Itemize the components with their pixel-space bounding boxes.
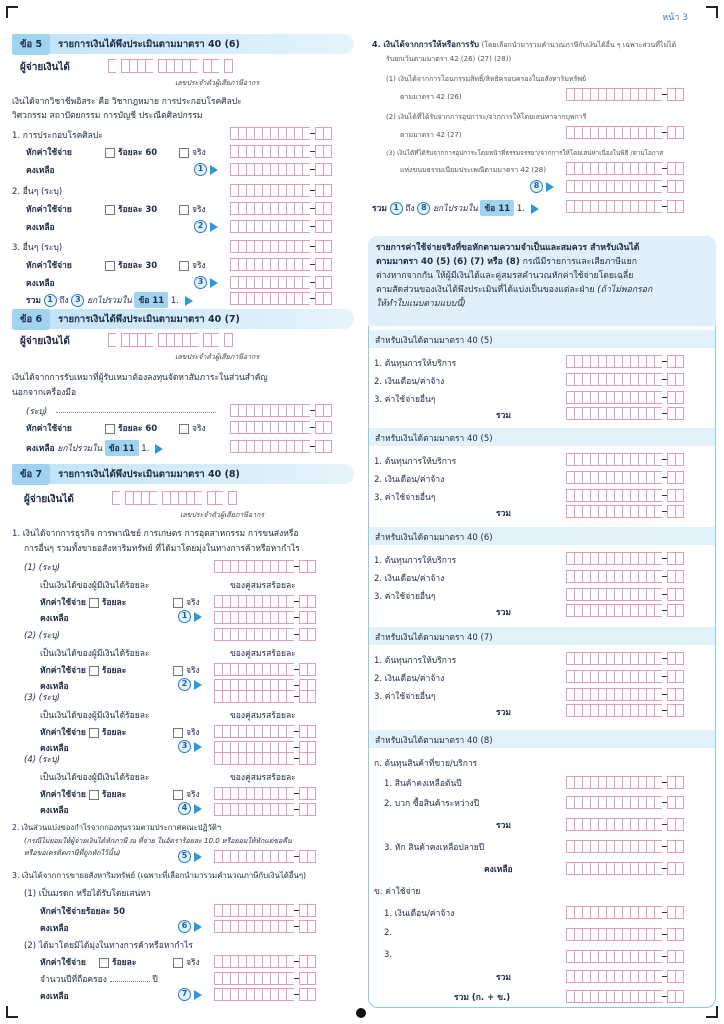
amount-field[interactable]: [566, 776, 683, 789]
amount-field[interactable]: [214, 752, 315, 765]
checkbox[interactable]: [173, 728, 183, 738]
corner-mark: [6, 6, 18, 18]
g8-label: 3.: [384, 950, 393, 960]
amount-field[interactable]: [214, 560, 315, 573]
arrow-icon: [531, 204, 539, 214]
amount-field[interactable]: [214, 920, 315, 933]
amount-field[interactable]: [230, 240, 331, 253]
deduct-line: หักค่าใช้จ่าย ร้อยละ: [40, 666, 127, 676]
group-total-label: รวม: [496, 411, 511, 421]
section-number: ข้อ 7: [12, 464, 50, 485]
checkbox[interactable]: [89, 728, 99, 738]
share-line: เป็นเงินได้ของผู้มีเงินได้ร้อยละ: [40, 711, 150, 721]
amount-field[interactable]: [566, 970, 683, 983]
amount-field[interactable]: [214, 611, 315, 624]
g8-label: 2.: [384, 928, 393, 938]
remain-label: คงเหลือ: [26, 279, 55, 289]
amount-field[interactable]: [566, 471, 683, 484]
note-line: (กรณีไม่ยอมให้ผู้จ่ายเงินได้หักภาษี ณ ที่จ่าย ในอัตราร้อยละ 10.0 หรือยอมให้หักแต่ขอคืน: [24, 837, 292, 845]
amount-field[interactable]: [566, 670, 683, 683]
remain-label: คงเหลือ: [40, 682, 69, 692]
expense-item-label: 1. ต้นทุนการให้บริการ: [374, 556, 457, 566]
deduct-line: หักค่าใช้จ่าย ร้อยละ: [40, 598, 127, 608]
actual-option[interactable]: จริง: [170, 725, 200, 739]
payer-label: ผู้จ่ายเงินได้: [20, 336, 70, 347]
checkbox[interactable]: [89, 790, 99, 800]
amount-field[interactable]: [214, 850, 315, 863]
remain-label: คงเหลือ: [40, 924, 69, 934]
checkbox[interactable]: [179, 205, 189, 215]
expense-item-label: 3. ค่าใช้จ่ายอื่นๆ: [374, 692, 436, 702]
actual-option[interactable]: จริง: [170, 663, 200, 677]
expense-item-label: 1. ต้นทุนการให้บริการ: [374, 359, 457, 369]
checkbox[interactable]: [105, 205, 115, 215]
checkbox[interactable]: [89, 598, 99, 608]
deduct-label: หักค่าใช้จ่าย: [40, 958, 86, 968]
section-6-header: [12, 309, 354, 329]
circle-number: 6: [178, 920, 191, 933]
tax-id-field[interactable]: [108, 59, 232, 73]
amount-field[interactable]: [566, 796, 683, 809]
total-line: รวม 1 ถึง 8 ยกไปรวมใน ข้อ 11 1.: [372, 200, 539, 216]
desc-line: เงินได้จากการรับเหมาที่ผู้รับเหมาต้องลงทุนจัดหาสัมภาระในส่วนสำคัญ: [12, 373, 268, 383]
corner-mark: [6, 1006, 18, 1018]
g8-label: ก. ต้นทุนสินค้าที่ขาย/บริการ: [374, 759, 478, 769]
sub-item-label: (2) (ระบุ): [24, 631, 60, 641]
item4-title: 4. เงินได้จากการให้หรือการรับ (โดยเลือกนำมารวมคำนวณภาษีกับเงินได้อื่น ๆ เฉพาะส่วนที่ไม่ได้: [372, 40, 677, 49]
tax-id-label: เลขประจำตัวผู้เสียภาษีอากร: [180, 511, 265, 519]
years-held: จำนวนปีที่ถือครอง ปี: [40, 975, 158, 985]
deduct-label: หักค่าใช้จ่าย: [26, 261, 72, 271]
corner-mark: [706, 6, 718, 18]
sub-item-label: (1) (ระบุ): [24, 563, 60, 573]
amount-field[interactable]: [230, 184, 331, 197]
expense-panel-header: รายการค่าใช้จ่ายจริงที่ขอหักตามความจำเป็นและสมควร สำหรับเงินได้ ตามมาตรา 40 (5) (6) (7) หรือ (8) กรณีมีรายการและเสียภาษีแยก ต่างหากจากกัน ให้ผู้มีเงินได้และคู่สมรสคำนวณหักค่าใช้จ่ายโดยเฉลี่ย ตามสัดส่วนของเงินได้พึงประเมินที่ได้แบ่งเป็นของแต่ละฝ่าย (ถ้าไม่พอกรอก ให้ทำใบแนบตามแบบนี้): [368, 236, 716, 326]
page-number: หน้า 3: [662, 13, 688, 23]
deduct-line: หักค่าใช้จ่าย ร้อยละ: [40, 728, 127, 738]
group-title-bar: สำหรับเงินได้ตามมาตรา 40 (6): [369, 527, 715, 545]
amount-field[interactable]: [230, 258, 331, 271]
arrow-icon: [194, 922, 202, 932]
amount-field[interactable]: [566, 355, 683, 368]
circle-number: 8: [530, 180, 543, 193]
sub-item-label: (4) (ระบุ): [24, 755, 60, 765]
amount-field[interactable]: [566, 180, 683, 193]
pct-option[interactable]: ร้อยละ 60: [102, 145, 157, 159]
group-title-bar: สำหรับเงินได้ตามมาตรา 40 (5): [369, 330, 715, 348]
amount-field[interactable]: [214, 955, 315, 968]
share-line: เป็นเงินได้ของผู้มีเงินได้ร้อยละ: [40, 581, 150, 591]
circle-number: 7: [178, 988, 191, 1001]
item4-row-label: (2) เงินได้ที่ได้รับจากการอุปการะ/จากการให้โดยเสน่หาจากบุพการี: [386, 113, 587, 121]
circle-arrow: [178, 988, 202, 1001]
arrow-icon: [210, 278, 218, 288]
arrow-icon: [194, 804, 202, 814]
item4-row-label: (1) เงินได้จากการโอนกรรมสิทธิ์/สิทธิครอบครองในอสังหาริมทรัพย์: [386, 75, 587, 83]
payer-label: ผู้จ่ายเงินได้: [24, 494, 74, 505]
actual-option[interactable]: จริง: [170, 955, 200, 969]
item-label: 2. เงินส่วนแบ่งของกำไรจากกองทุนรวมตามประกาศคณะปฏิวัติฯ: [12, 823, 222, 832]
g8-label: 1. เงินเดือน/ค่าจ้าง: [384, 909, 455, 919]
amount-field[interactable]: [566, 906, 683, 919]
remain-label: คงเหลือ: [26, 223, 55, 233]
amount-field[interactable]: [214, 690, 315, 703]
amount-field[interactable]: [230, 404, 331, 417]
item4-subtitle: รับยกเว้นตามมาตรา 42 (26) (27) (28)): [386, 55, 512, 63]
section-7-header: [12, 464, 354, 484]
circle-arrow: [178, 850, 202, 863]
amount-field[interactable]: [566, 928, 683, 941]
remain-label: คงเหลือ: [26, 166, 55, 176]
amount-field[interactable]: [566, 818, 683, 831]
amount-field[interactable]: [214, 663, 315, 676]
total-line: รวม 1 ถึง 3 ยกไปรวมใน ข้อ 11 1.: [26, 292, 193, 308]
note-line: หรือขอเครดิตภาษีที่ถูกหักไว้นั้น): [24, 849, 121, 857]
checkbox[interactable]: [89, 666, 99, 676]
amount-field[interactable]: [566, 162, 683, 175]
g8-label: 1. สินค้าคงเหลือต้นปี: [384, 779, 462, 789]
expense-item-label: 3. ค่าใช้จ่ายอื่นๆ: [374, 395, 436, 405]
checkbox[interactable]: [173, 790, 183, 800]
expense-item-label: 3. ค่าใช้จ่ายอื่นๆ: [374, 592, 436, 602]
sub-item: (1) เป็นมรดก หรือได้รับโดยเสน่หา: [24, 889, 151, 899]
spouse-share: ของคู่สมรสร้อยละ: [230, 581, 296, 591]
expense-item-label: 2. เงินเดือน/ค่าจ้าง: [374, 377, 445, 387]
deduct-line: หักค่าใช้จ่าย ร้อยละ: [40, 790, 127, 800]
remain-label: คงเหลือ: [40, 806, 69, 816]
amount-field[interactable]: [566, 862, 683, 875]
desc-line: 1. เงินได้จากการธุรกิจ การพาณิชย์ การเกษตร การอุตสาหกรรม การขนส่งหรือ: [12, 529, 299, 539]
item4-row-label: ตามมาตรา 42 (26): [400, 93, 462, 101]
amount-field[interactable]: [214, 595, 315, 608]
checkbox[interactable]: [105, 424, 115, 434]
deduct-label: หักค่าใช้จ่าย: [26, 424, 72, 434]
arrow-icon: [194, 612, 202, 622]
g8-label: รวม (ก. + ข.): [454, 993, 511, 1003]
tax-id-label: เลขประจำตัวผู้เสียภาษีอากร: [175, 353, 260, 361]
deduct-label: หักค่าใช้จ่าย: [26, 205, 72, 215]
amount-field[interactable]: [566, 88, 683, 101]
amount-field[interactable]: [230, 127, 331, 140]
amount-field[interactable]: [566, 489, 683, 502]
amount-field[interactable]: [566, 588, 683, 601]
group-total-label: รวม: [496, 608, 511, 618]
section-number: ข้อ 6: [12, 309, 50, 330]
amount-field[interactable]: [214, 803, 315, 816]
arrow-icon: [210, 165, 218, 175]
amount-field[interactable]: [230, 421, 331, 434]
circle-number: 1: [178, 610, 191, 623]
amount-field[interactable]: [566, 652, 683, 665]
amount-field[interactable]: [214, 787, 315, 800]
circle-arrow: [178, 920, 202, 933]
amount-field[interactable]: [230, 276, 331, 289]
amount-field[interactable]: [566, 391, 683, 404]
deduct-label: หักค่าใช้จ่ายร้อยละ 50: [40, 907, 126, 917]
g8-label: 2. บวก ซื้อสินค้าระหว่างปี: [384, 799, 479, 809]
amount-field[interactable]: [230, 292, 331, 305]
expense-item-label: 2. เงินเดือน/ค่าจ้าง: [374, 574, 445, 584]
arrow-icon: [210, 222, 218, 232]
circle-arrow: [530, 180, 554, 193]
pct-option[interactable]: ร้อยละ 60: [102, 421, 157, 435]
tax-id-label: เลขประจำตัวผู้เสียภาษีอากร: [175, 79, 260, 87]
amount-field[interactable]: [566, 688, 683, 701]
checkbox[interactable]: [173, 958, 183, 968]
g8-label: 3. หัก สินค้าคงเหลือปลายปี: [384, 843, 485, 853]
tax-id-field[interactable]: [108, 333, 232, 347]
arrow-icon: [194, 990, 202, 1000]
section-5-header: [12, 34, 354, 54]
expense-item-label: 2. เงินเดือน/ค่าจ้าง: [374, 475, 445, 485]
amount-field[interactable]: [566, 126, 683, 139]
circle-arrow: [178, 610, 202, 623]
remain-label: คงเหลือ: [40, 992, 69, 1002]
checkbox[interactable]: [173, 598, 183, 608]
item4-row-label: (3) เงินได้ที่ได้รับจากการอุปการะโดยหน้าที่ธรรมจรรยา/จากการให้โดยเสน่หาเนื่องในพิธี /ตามโอกาส: [386, 149, 664, 157]
amount-field[interactable]: [230, 163, 331, 176]
amount-field[interactable]: [230, 440, 331, 453]
circle-arrow: [178, 678, 202, 691]
checkbox[interactable]: [99, 958, 109, 968]
actual-option[interactable]: จริง: [170, 595, 200, 609]
spouse-share: ของคู่สมรสร้อยละ: [230, 649, 296, 659]
pct-option[interactable]: ร้อยละ 30: [102, 258, 157, 272]
expense-item-label: 1. ต้นทุนการให้บริการ: [374, 656, 457, 666]
amount-field[interactable]: [214, 904, 315, 917]
amount-field[interactable]: [566, 604, 683, 617]
circle-arrow: [194, 276, 218, 289]
spouse-share: ของคู่สมรสร้อยละ: [230, 711, 296, 721]
amount-field[interactable]: [566, 990, 683, 1003]
amount-field[interactable]: [566, 373, 683, 386]
arrow-icon: [546, 182, 554, 192]
expense-item-label: 2. เงินเดือน/ค่าจ้าง: [374, 674, 445, 684]
desc-line: วิศวกรรม สถาปัตยกรรม การบัญชี ประณีตศิลปกรรม: [12, 111, 203, 121]
section-title: รายการเงินได้พึงประเมินตามมาตรา 40 (8): [58, 468, 240, 480]
section-title: รายการเงินได้พึงประเมินตามมาตรา 40 (7): [58, 313, 240, 325]
item-label: 3. เงินได้จากการขายอสังหาริมทรัพย์ (เฉพาะที่เลือกนำมารวมคำนวณภาษีกับเงินได้อื่นๆ): [12, 871, 307, 880]
circle-number: 5: [178, 850, 191, 863]
circle-arrow: [178, 802, 202, 815]
circle-number: 1: [194, 163, 207, 176]
registration-dot: [356, 1008, 366, 1018]
actual-option[interactable]: จริง: [176, 258, 206, 272]
amount-field[interactable]: [566, 407, 683, 420]
amount-field[interactable]: [566, 840, 683, 853]
section-number: ข้อ 5: [12, 34, 50, 55]
tax-id-field[interactable]: [112, 491, 236, 505]
amount-field[interactable]: [566, 200, 683, 213]
deduct-label: หักค่าใช้จ่าย: [26, 148, 72, 158]
item-label: 3. อื่นๆ (ระบุ): [12, 243, 63, 253]
amount-field[interactable]: [566, 704, 683, 717]
sub-item: (2) ได้มาโดยมิได้มุ่งในทางการค้าหรือหากำไร: [24, 941, 193, 951]
checkbox[interactable]: [179, 261, 189, 271]
circle-arrow: [194, 220, 218, 233]
remain-total-line: คงเหลือ ยกไปรวมใน ข้อ 11 1.: [26, 440, 163, 456]
actual-option[interactable]: จริง: [176, 202, 206, 216]
amount-field[interactable]: [566, 950, 683, 963]
group-title-bar: สำหรับเงินได้ตามมาตรา 40 (5): [369, 428, 715, 446]
g8-label: คงเหลือ: [484, 865, 513, 875]
circle-number: 3: [194, 276, 207, 289]
remain-label: คงเหลือ: [40, 614, 69, 624]
g8-label: รวม: [496, 821, 511, 831]
amount-field[interactable]: [214, 628, 315, 641]
item4-row-label: ตามมาตรา 42 (27): [400, 131, 462, 139]
checkbox[interactable]: [179, 148, 189, 158]
pct-option[interactable]: ร้อยละ 30: [102, 202, 157, 216]
arrow-icon: [155, 444, 163, 454]
circle-arrow: [178, 740, 202, 753]
amount-field[interactable]: [230, 220, 331, 233]
g8-label: ข. ค่าใช้จ่าย: [374, 887, 421, 897]
specify-label: (ระบุ): [26, 407, 48, 417]
item-label: 1. การประกอบโรคศิลปะ: [12, 131, 103, 141]
circle-number: 3: [178, 740, 191, 753]
amount-field[interactable]: [566, 453, 683, 466]
checkbox[interactable]: [105, 261, 115, 271]
actual-option[interactable]: จริง: [170, 787, 200, 801]
group-total-label: รวม: [496, 509, 511, 519]
amount-field[interactable]: [566, 552, 683, 565]
circle-number: 4: [178, 802, 191, 815]
remain-label: คงเหลือ: [40, 744, 69, 754]
arrow-icon: [185, 296, 193, 306]
amount-field[interactable]: [230, 145, 331, 158]
amount-field[interactable]: [214, 725, 315, 738]
amount-field[interactable]: [214, 972, 315, 985]
amount-field[interactable]: [230, 202, 331, 215]
specify-line[interactable]: [56, 412, 216, 413]
payer-label: ผู้จ่ายเงินได้: [20, 62, 70, 73]
checkbox[interactable]: [179, 424, 189, 434]
expense-item-label: 1. ต้นทุนการให้บริการ: [374, 457, 457, 467]
pct-option[interactable]: ร้อยละ: [96, 955, 136, 969]
desc-line: เงินได้จากวิชาชีพอิสระ คือ วิชากฎหมาย การประกอบโรคศิลปะ: [12, 97, 242, 107]
item4-row-label: แห่งขนบธรรมเนียมประเพณีตามมาตรา 42 (28): [400, 166, 546, 174]
spouse-share: ของคู่สมรสร้อยละ: [230, 773, 296, 783]
checkbox[interactable]: [173, 666, 183, 676]
amount-field[interactable]: [566, 570, 683, 583]
circle-arrow: [194, 163, 218, 176]
arrow-icon: [194, 852, 202, 862]
sub-item-label: (3) (ระบุ): [24, 693, 60, 703]
desc-line: การอื่นๆ รวมทั้งขายอสังหาริมทรัพย์ ที่ได้มาโดยมุ่งในทางการค้าหรือหากำไร: [24, 544, 300, 554]
expense-item-label: 3. ค่าใช้จ่ายอื่นๆ: [374, 493, 436, 503]
arrow-icon: [194, 680, 202, 690]
arrow-icon: [194, 742, 202, 752]
group-title-bar: สำหรับเงินได้ตามมาตรา 40 (7): [369, 627, 715, 645]
amount-field[interactable]: [566, 505, 683, 518]
share-line: เป็นเงินได้ของผู้มีเงินได้ร้อยละ: [40, 773, 150, 783]
actual-option[interactable]: จริง: [176, 145, 206, 159]
amount-field[interactable]: [214, 988, 315, 1001]
item-label: 2. อื่นๆ (ระบุ): [12, 187, 63, 197]
actual-option[interactable]: จริง: [176, 421, 206, 435]
circle-number: 2: [194, 220, 207, 233]
share-line: เป็นเงินได้ของผู้มีเงินได้ร้อยละ: [40, 649, 150, 659]
group-title-bar: สำหรับเงินได้ตามมาตรา 40 (8): [369, 730, 715, 748]
desc-line: นอกจากเครื่องมือ: [12, 388, 77, 398]
g8-label: รวม: [496, 973, 511, 983]
circle-number: 2: [178, 678, 191, 691]
checkbox[interactable]: [105, 148, 115, 158]
section-title: รายการเงินได้พึงประเมินตามมาตรา 40 (6): [58, 38, 240, 50]
group-total-label: รวม: [496, 708, 511, 718]
